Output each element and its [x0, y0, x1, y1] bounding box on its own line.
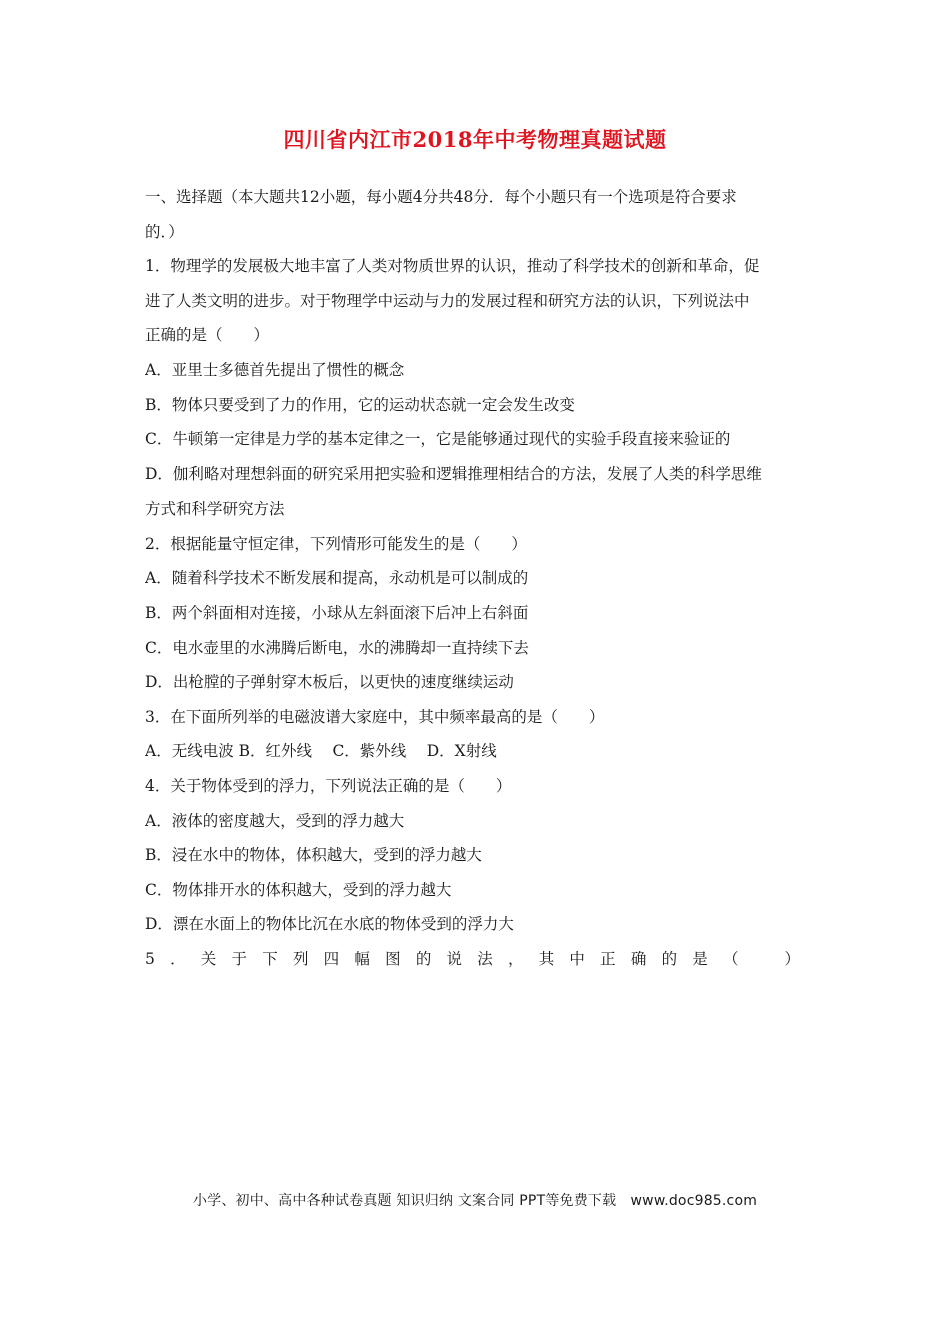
q5-char: 图	[385, 949, 401, 968]
q5-char: 下	[262, 949, 278, 968]
q4-option-a: A．液体的密度越大，受到的浮力越大	[145, 811, 405, 830]
q1-stem-line-1: 1．物理学的发展极大地丰富了人类对物质世界的认识，推动了科学技术的创新和革命，促	[145, 257, 760, 276]
q5-char: ．	[170, 949, 186, 968]
q1-option-c: C．牛顿第一定律是力学的基本定律之一，它是能够通过现代的实验手段直接来验证的	[145, 430, 731, 449]
q5-char: 的	[415, 949, 432, 968]
q5-char: 四	[323, 949, 340, 968]
q5-char: ）	[784, 949, 800, 968]
q5-char: 中	[569, 949, 585, 968]
q4-option-c: C．物体排开水的体积越大，受到的浮力越大	[145, 880, 452, 899]
q5-char	[754, 942, 770, 977]
q1-option-d-line-2: 方式和科学研究方法	[145, 499, 285, 518]
q5-char: 法	[477, 949, 493, 968]
q5-char: 是	[692, 949, 708, 968]
footer-advert: 小学、初中、高中各种试卷真题 知识归纳 文案合同 PPT等免费下载 www.doc985.com	[192, 1193, 758, 1209]
q4-stem: 4．关于物体受到的浮力，下列说法正确的是（ ）	[145, 776, 512, 795]
page-title: 四川省内江市2018年中考物理真题试题	[283, 127, 667, 152]
q5-char: 关	[200, 949, 217, 968]
section-heading-line-2: 的．）	[145, 222, 184, 241]
q4-option-d: D．漂在水面上的物体比沉在水底的物体受到的浮力大	[145, 915, 514, 934]
q5-char: 确	[630, 949, 647, 968]
q1-stem-line-3: 正确的是（ ）	[145, 326, 270, 345]
q4-option-b: B．浸在水中的物体，体积越大，受到的浮力越大	[145, 846, 482, 865]
q5-char: 正	[600, 949, 616, 968]
q3-options: A．无线电波 B．红外线 C．紫外线 D．X射线	[145, 742, 497, 761]
q1-stem-line-2: 进了人类文明的进步。对于物理学中运动与力的发展过程和研究方法的认识，下列说法中	[145, 291, 750, 310]
q5-char: 其	[538, 949, 555, 968]
q5-char: 的	[661, 949, 678, 968]
q1-option-d-line-1: D．伽利略对理想斜面的研究采用把实验和逻辑推理相结合的方法，发展了人类的科学思维	[145, 464, 762, 483]
q5-char: 幅	[354, 949, 370, 968]
q2-option-d: D．出枪膛的子弹射穿木板后，以更快的速度继续运动	[145, 673, 514, 692]
exam-content	[145, 180, 810, 976]
q5-char: 5	[145, 949, 155, 968]
q5-char: ，	[507, 949, 524, 968]
q1-option-b: B．物体只要受到了力的作用，它的运动状态就一定会发生改变	[145, 395, 575, 414]
q3-stem: 3．在下面所列举的电磁波谱大家庭中，其中频率最高的是（ ）	[145, 707, 605, 726]
q5-char: 列	[292, 949, 309, 968]
q2-option-c: C．电水壶里的水沸腾后断电，水的沸腾却一直持续下去	[145, 638, 529, 657]
q1-option-a: A．亚里士多德首先提出了惯性的概念	[145, 360, 405, 379]
q2-option-b: B．两个斜面相对连接，小球从左斜面滚下后冲上右斜面	[145, 603, 529, 622]
q5-char: 于	[231, 949, 248, 968]
q5-stem	[145, 942, 800, 977]
section-heading-line-1: 一、选择题（本大题共12小题，每小题4分共48分．每个小题只有一个选项是符合要求	[145, 188, 737, 206]
q2-option-a: A．随着科学技术不断发展和提高，永动机是可以制成的	[145, 569, 529, 588]
q5-char: （	[723, 949, 739, 968]
q5-char: 说	[446, 949, 463, 968]
q2-stem: 2．根据能量守恒定律，下列情形可能发生的是（ ）	[145, 534, 527, 553]
